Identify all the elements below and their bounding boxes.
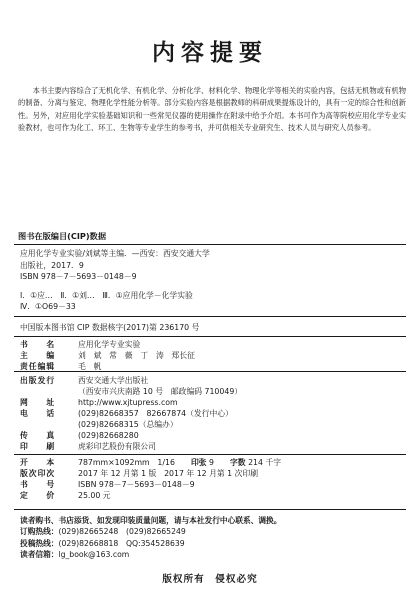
cip-record-number: 中国版本图书馆 CIP 数据核字(2017)第 236170 号 bbox=[20, 323, 200, 332]
publisher-phone-1: (029)82668357 82667874（发行中心） bbox=[78, 409, 233, 418]
cip-record bbox=[20, 248, 410, 313]
field-key: 书 名 bbox=[20, 340, 56, 349]
specs-block bbox=[20, 457, 297, 501]
field-key: 开 本 bbox=[20, 458, 56, 467]
field-key: 投稿热线： bbox=[20, 538, 59, 548]
order-hotline: (029)82665248 (029)82665249 bbox=[58, 527, 186, 537]
isbn-value: ISBN 978－7－5693－0148－9 bbox=[78, 480, 195, 489]
cip-line: 出版社，2017．9 bbox=[20, 260, 84, 270]
field-key: 字数 bbox=[230, 458, 246, 467]
credits-top-rule bbox=[14, 336, 406, 337]
cip-bottom-rule bbox=[14, 316, 406, 317]
field-key: 读者信箱： bbox=[20, 549, 59, 559]
cip-line: ISBN 978－7－5693－0148－9 bbox=[20, 272, 137, 282]
publisher-name: 西安交通大学出版社 bbox=[78, 376, 149, 385]
specs-top-rule bbox=[14, 454, 406, 455]
reader-email: lg_book@163.com bbox=[58, 549, 130, 559]
field-key: 电 话 bbox=[20, 409, 56, 418]
field-key: 主 编 bbox=[20, 351, 56, 360]
credits-block bbox=[20, 339, 195, 372]
copyright-notice: 版权所有 侵权必究 bbox=[162, 574, 258, 585]
publisher-phone-2: (029)82668315（总编办） bbox=[78, 420, 178, 429]
publisher-address: （西安市兴庆南路 10 号 邮政编码 710049） bbox=[78, 387, 243, 396]
edition-value: 2017 年 12 月第 1 版 2017 年 12 月第 1 次印刷 bbox=[78, 469, 258, 478]
field-key: 印 刷 bbox=[20, 442, 56, 451]
field-key: 印张 bbox=[190, 458, 207, 467]
publisher-top-rule bbox=[14, 371, 406, 372]
cip-line: 应用化学专业实验/刘斌等主编．—西安：西安交通大学 bbox=[20, 249, 210, 258]
field-key: 书 号 bbox=[20, 480, 56, 489]
cip-top-rule bbox=[14, 244, 406, 245]
publisher-website: http://www.xjtupress.com bbox=[78, 398, 178, 407]
field-key: 出版发行 bbox=[20, 376, 56, 385]
sheets-value: 9 bbox=[209, 458, 214, 467]
publisher-block bbox=[20, 375, 242, 452]
price-value: 25.00 元 bbox=[78, 491, 111, 500]
cip-heading: 图书在版编目(CIP)数据 bbox=[18, 231, 107, 241]
reader-service-block bbox=[20, 515, 412, 560]
reader-notice: 读者购书、书店添货、如发现印装质量问题，请与本社发行中心联系、调换。 bbox=[20, 516, 282, 525]
field-key: 网 址 bbox=[20, 398, 56, 407]
cip-class-line: Ⅰ．①应… Ⅱ．①刘… Ⅲ．①应用化学－化学实验 bbox=[20, 290, 193, 300]
submission-hotline: (029)82668818 QQ:354528639 bbox=[58, 538, 185, 548]
words-value: 214 千字 bbox=[248, 458, 282, 467]
field-key: 版次印次 bbox=[20, 469, 56, 478]
field-key: 定 价 bbox=[20, 491, 56, 500]
responsible-editor-value: 毛 帆 bbox=[78, 362, 102, 371]
readers-top-rule bbox=[14, 509, 406, 510]
format-value: 787mm×1092mm 1/16 bbox=[78, 458, 175, 467]
field-key: 责任编辑 bbox=[20, 362, 56, 371]
field-key: 传 真 bbox=[20, 431, 56, 440]
abstract-paragraph: 本书主要内容综合了无机化学、有机化学、分析化学、材料化学、物理化学等相关的实验内容，包括无机物或有机物的制备、分离与鉴定、物理化学性能分析等。部分实验内容是根据教师的科研成果提炼设计的，具有一定的综合性和创新性。另外，对应用化学实验基础知识和一些常见仪器的使用操作在附录中给予介绍。本书可作为高等院校应用化学专业实验教材，也可作为化工、环工、生物等专业学生的参考书，并可供相关专业研究生、技术人员与研究人员参考。 bbox=[18, 86, 406, 132]
cip-class-line: Ⅳ．①O69－33 bbox=[20, 302, 76, 312]
field-key: 订购热线： bbox=[20, 527, 59, 537]
page-title: 内容提要 bbox=[152, 40, 268, 66]
editors-value: 刘 斌 常 薇 丁 涛 郑长征 bbox=[78, 351, 195, 360]
publisher-fax: (029)82668280 bbox=[78, 431, 139, 440]
printer-name: 虎彩印艺股份有限公司 bbox=[78, 442, 156, 451]
book-title-value: 应用化学专业实验 bbox=[78, 340, 141, 349]
